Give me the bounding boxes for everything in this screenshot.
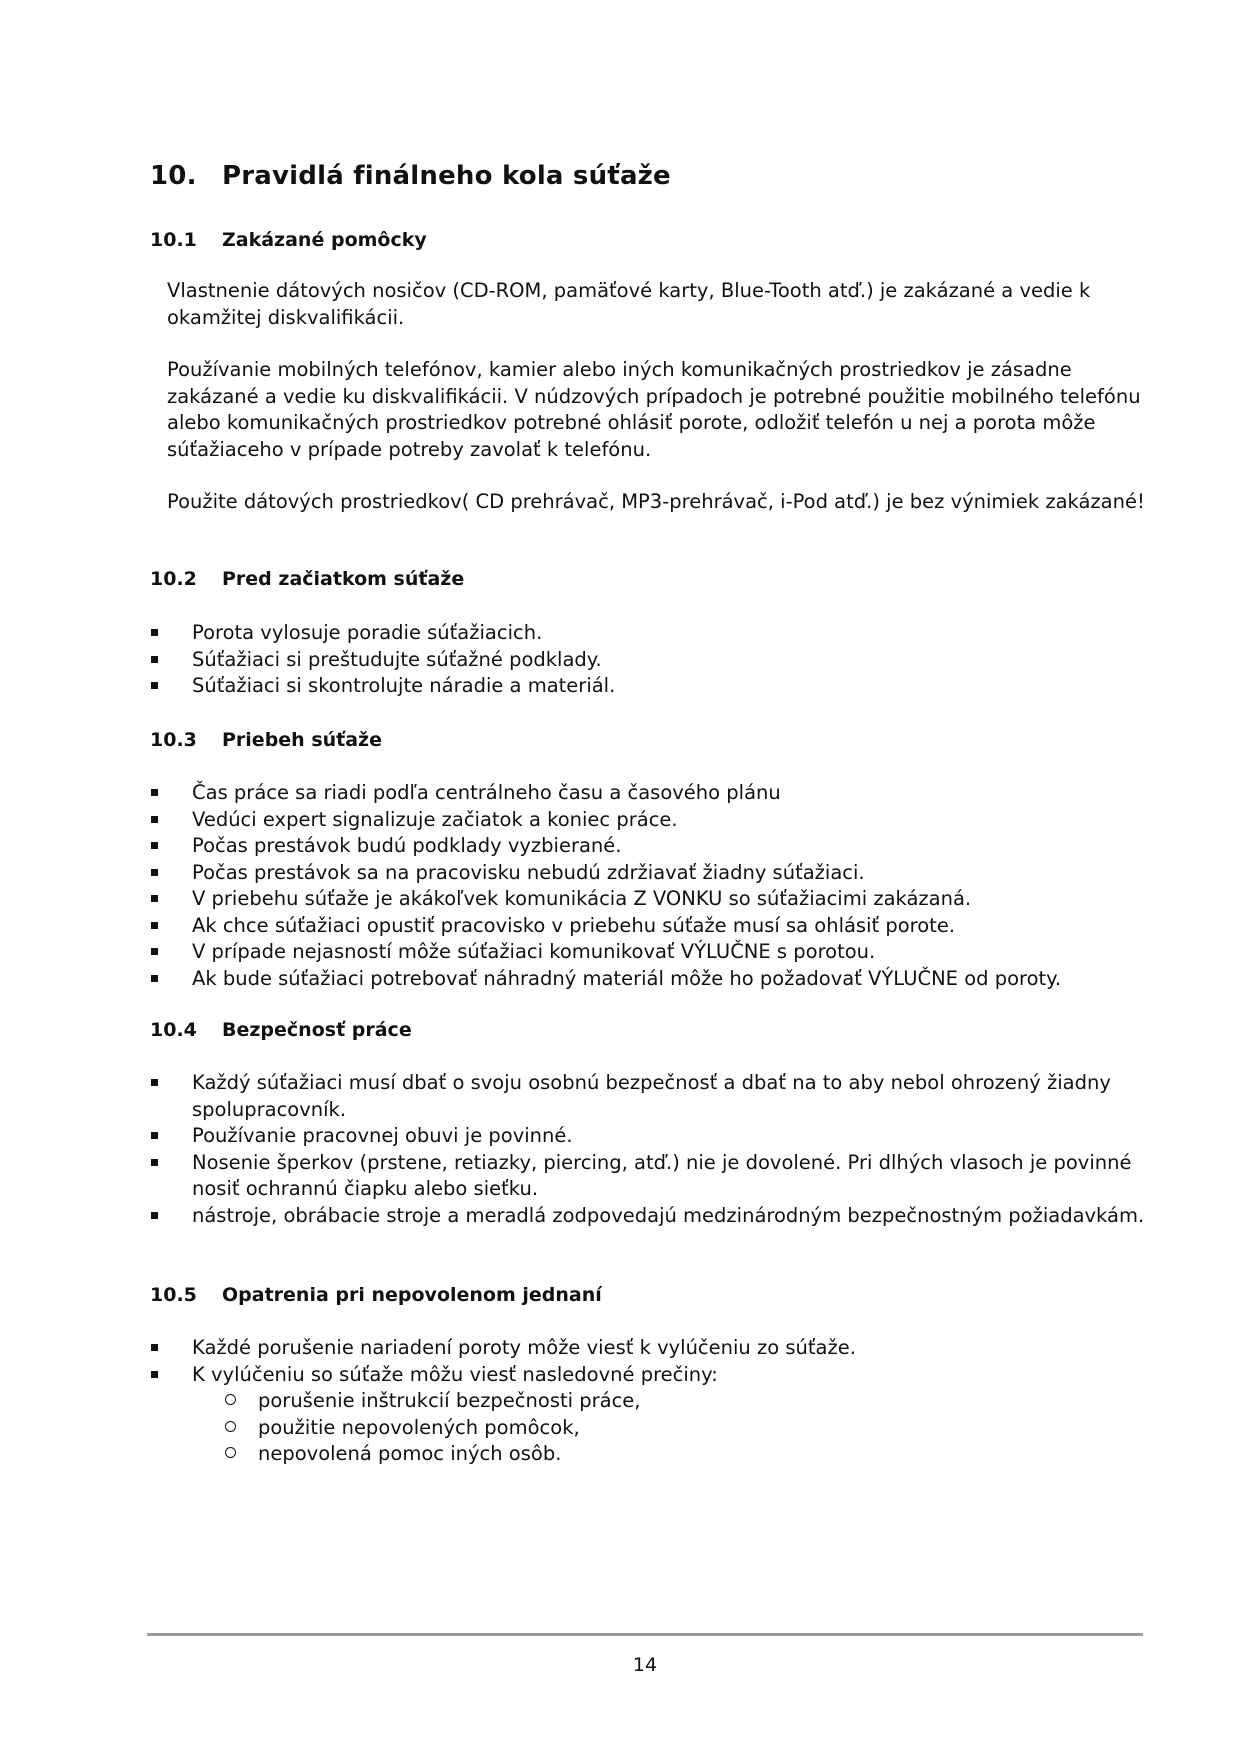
sub-list-item-text: nepovolená pomoc iných osôb. bbox=[258, 1442, 562, 1465]
list-item-text: Vedúci expert signalizuje začiatok a koniec práce. bbox=[192, 807, 678, 831]
section-number: 10.4 bbox=[150, 1019, 197, 1041]
list-item-text: V priebehu súťaže je akákoľvek komunikácia Z VONKU so súťažiacimi zakázaná. bbox=[192, 887, 972, 910]
section-heading-10-3 bbox=[150, 728, 382, 752]
square-bullet-icon bbox=[151, 842, 158, 849]
list-item bbox=[150, 860, 1150, 887]
footer-divider bbox=[147, 1633, 1143, 1636]
paragraph: Používanie mobilných telefónov, kamier alebo iných komunikačných prostriedkov je zásadne zakázané a vedie ku diskvalifikácii. V núdzových prípadoch je potrebné použitie mobilného telefónu alebo komunikačných prostriedkov potrebné ohlásiť porote, odložiť telefón u nej a porota môže súťažiaceho v prípade potreby zavolať k telefónu. bbox=[167, 358, 1141, 461]
sub-list-item-text: použitie nepovolených pomôcok, bbox=[258, 1415, 580, 1439]
list-item bbox=[150, 1123, 1150, 1150]
list-item-text: Porota vylosuje poradie súťažiacich. bbox=[192, 621, 543, 644]
list-item-text: Súťažiaci si preštudujte súťažné podklady. bbox=[192, 647, 602, 671]
chapter-number: 10. bbox=[150, 161, 197, 191]
list-item bbox=[150, 673, 1150, 700]
circle-bullet-icon bbox=[225, 1394, 236, 1405]
square-bullet-icon bbox=[151, 869, 158, 876]
section-number: 10.2 bbox=[150, 568, 197, 590]
paragraph: Použite dátových prostriedkov( CD prehrávač, MP3-prehrávač, i-Pod atď.) je bez výnimiek zakázané! bbox=[167, 490, 1145, 513]
list-item bbox=[150, 620, 1150, 647]
bullet-list-10-5 bbox=[150, 1335, 1150, 1468]
sub-list-item bbox=[222, 1415, 1150, 1442]
list-item-text: Súťažiaci si skontrolujte náradie a materiál. bbox=[192, 674, 616, 697]
list-item bbox=[150, 966, 1150, 993]
circle-bullet-icon bbox=[225, 1421, 236, 1432]
list-item bbox=[150, 647, 1150, 674]
section-number: 10.1 bbox=[150, 229, 197, 251]
section-title: Priebeh súťaže bbox=[222, 729, 383, 751]
list-item bbox=[150, 1335, 1150, 1362]
square-bullet-icon bbox=[151, 1344, 158, 1351]
list-item-text: V prípade nejasností môže súťažiaci komunikovať VÝLUČNE s porotou. bbox=[192, 940, 876, 963]
list-item-text: Čas práce sa riadi podľa centrálneho času a časového plánu bbox=[192, 781, 781, 804]
list-item-text: Nosenie šperkov (prstene, retiazky, piercing, atď.) nie je dovolené. Pri dlhých vlasoch je povinné nosiť ochrannú čiapku alebo sieťku. bbox=[192, 1150, 1132, 1200]
square-bullet-icon bbox=[151, 975, 158, 982]
section-heading-10-2 bbox=[150, 567, 464, 591]
square-bullet-icon bbox=[151, 1371, 158, 1378]
section-title: Pred začiatkom súťaže bbox=[222, 568, 465, 590]
square-bullet-icon bbox=[151, 922, 158, 929]
square-bullet-icon bbox=[151, 629, 158, 636]
square-bullet-icon bbox=[151, 895, 158, 902]
section-title: Zakázané pomôcky bbox=[222, 229, 427, 251]
circle-bullet-icon bbox=[225, 1447, 236, 1458]
square-bullet-icon bbox=[151, 789, 158, 796]
section-number: 10.5 bbox=[150, 1284, 197, 1306]
square-bullet-icon bbox=[151, 656, 158, 663]
chapter-title: Pravidlá finálneho kola súťaže bbox=[222, 161, 671, 191]
list-item bbox=[150, 1070, 1150, 1123]
square-bullet-icon bbox=[151, 816, 158, 823]
list-item-text: Počas prestávok budú podklady vyzbierané. bbox=[192, 834, 622, 857]
page-number: 14 bbox=[632, 1654, 658, 1676]
square-bullet-icon bbox=[151, 1079, 158, 1086]
list-item-text: Každý súťažiaci musí dbať o svoju osobnú bezpečnosť a dbať na to aby nebol ohrozený žiadny spolupracovník. bbox=[192, 1071, 1111, 1121]
list-item-text: Používanie pracovnej obuvi je povinné. bbox=[192, 1124, 573, 1147]
sub-list-item bbox=[222, 1441, 1150, 1468]
list-item-text: Ak chce súťažiaci opustiť pracovisko v priebehu súťaže musí sa ohlásiť porote. bbox=[192, 913, 956, 937]
section-heading-10-1 bbox=[150, 228, 427, 252]
section-heading-10-4 bbox=[150, 1018, 412, 1042]
list-item-text: Počas prestávok sa na pracovisku nebudú zdržiavať žiadny súťažiaci. bbox=[192, 860, 865, 884]
list-item bbox=[150, 780, 1150, 807]
sub-list-item-text: porušenie inštrukcií bezpečnosti práce, bbox=[258, 1389, 641, 1412]
square-bullet-icon bbox=[151, 948, 158, 955]
list-item bbox=[150, 1203, 1150, 1230]
list-item-text: nástroje, obrábacie stroje a meradlá zodpovedajú medzinárodným bezpečnostným požiadavkám. bbox=[192, 1203, 1145, 1227]
paragraph: Vlastnenie dátových nosičov (CD-ROM, pamäťové karty, Blue-Tooth atď.) je zakázané a vedie k okamžitej diskvalifikácii. bbox=[167, 279, 1091, 329]
list-item bbox=[150, 1362, 1150, 1468]
list-item bbox=[150, 833, 1150, 860]
sub-list bbox=[192, 1388, 1150, 1468]
section-number: 10.3 bbox=[150, 729, 197, 751]
list-item bbox=[150, 913, 1150, 940]
chapter-heading bbox=[150, 161, 671, 191]
list-item bbox=[150, 1150, 1150, 1203]
bullet-list-10-2 bbox=[150, 620, 1150, 700]
bullet-list-10-3 bbox=[150, 780, 1150, 992]
list-item-text: K vylúčeniu so súťaže môžu viesť nasledovné prečiny: bbox=[192, 1362, 718, 1386]
square-bullet-icon bbox=[151, 1132, 158, 1139]
sub-list-item bbox=[222, 1388, 1150, 1415]
square-bullet-icon bbox=[151, 1159, 158, 1166]
section-heading-10-5 bbox=[150, 1283, 602, 1307]
section-title: Opatrenia pri nepovolenom jednaní bbox=[222, 1284, 602, 1306]
list-item-text: Každé porušenie nariadení poroty môže viesť k vylúčeniu zo súťaže. bbox=[192, 1336, 856, 1359]
list-item-text: Ak bude súťažiaci potrebovať náhradný materiál môže ho požadovať VÝLUČNE od poroty. bbox=[192, 966, 1062, 990]
list-item bbox=[150, 939, 1150, 966]
square-bullet-icon bbox=[151, 1212, 158, 1219]
list-item bbox=[150, 886, 1150, 913]
bullet-list-10-4 bbox=[150, 1070, 1150, 1229]
section-title: Bezpečnosť práce bbox=[222, 1019, 412, 1041]
list-item bbox=[150, 807, 1150, 834]
square-bullet-icon bbox=[151, 682, 158, 689]
